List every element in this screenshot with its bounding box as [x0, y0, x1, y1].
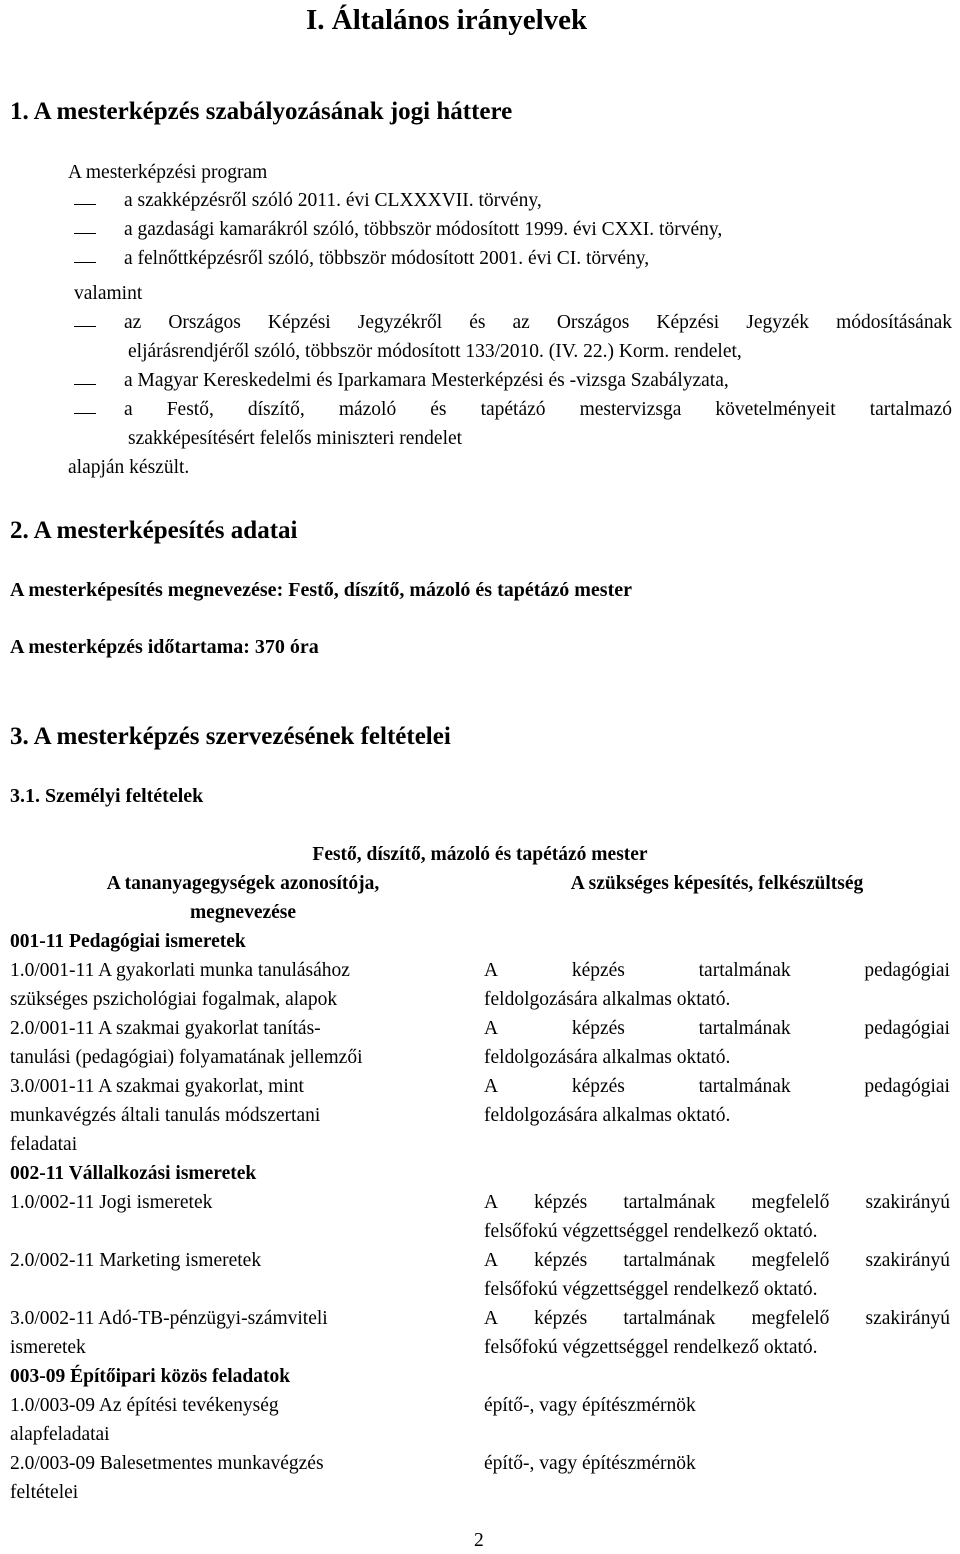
unit-cell: 3.0/002-11 Adó-TB-pénzügyi-számviteli ismeretek — [10, 1308, 328, 1358]
qualification-cell: építő-, vagy építészmérnök — [484, 1453, 696, 1474]
dash-bullet — [74, 262, 96, 263]
page-number: 2 — [474, 1530, 484, 1551]
law-item-1: a szakképzésről szóló 2011. évi CLXXXVII. törvény, — [124, 190, 542, 211]
table-caption-row — [6, 839, 954, 869]
law-item-2: a gazdasági kamarákról szóló, többször módosított 1999. évi CXXI. törvény, — [124, 219, 723, 240]
unit-cell: 1.0/002-11 Jogi ismeretek — [10, 1192, 213, 1213]
regulation-item-1-line1: az Országos Képzési Jegyzékről és az Országos Képzési Jegyzék módosításának — [124, 312, 952, 333]
dash-bullet — [74, 233, 96, 234]
table-group-row — [6, 1159, 954, 1188]
table-row — [6, 1246, 954, 1304]
qualification-cell: A képzés tartalmának pedagógiai feldolgozására alkalmas oktató. — [484, 1076, 950, 1126]
training-duration: A mesterképzés időtartama: 370 óra — [10, 636, 319, 658]
unit-cell: 2.0/002-11 Marketing ismeretek — [10, 1250, 262, 1271]
section-2-title: 2. A mesterképesítés adatai — [10, 517, 298, 544]
dash-bullet — [74, 384, 96, 385]
closing-text: alapján készült. — [68, 457, 190, 478]
qualification-cell: A képzés tartalmának megfelelő szakirányú felsőfokú végzettséggel rendelkező oktató. — [484, 1192, 950, 1242]
qualification-cell: A képzés tartalmának pedagógiai feldolgozására alkalmas oktató. — [484, 1018, 950, 1068]
group-title: 003-09 Építőipari közös feladatok — [10, 1366, 291, 1387]
dash-bullet — [74, 413, 96, 414]
regulation-item-3-line1: a Festő, díszítő, mázoló és tapétázó mestervizsga követelményeit tartalmazó — [124, 399, 952, 420]
unit-cell: 2.0/003-09 Balesetmentes munkavégzés feltételei — [10, 1453, 324, 1503]
table-row — [6, 1014, 954, 1072]
table-group-row — [6, 927, 954, 956]
qualification-name: A mesterképesítés megnevezése: Festő, díszítő, mázoló és tapétázó mester — [10, 579, 633, 601]
qualification-cell: A képzés tartalmának pedagógiai feldolgozására alkalmas oktató. — [484, 960, 950, 1010]
unit-cell: 2.0/001-11 A szakmai gyakorlat tanítás- tanulási (pedagógiai) folyamatának jellemzői — [10, 1018, 363, 1068]
section-3-title: 3. A mesterképzés szervezésének feltételei — [10, 723, 451, 750]
header-qualification: A szükséges képesítés, felkészültség — [570, 873, 864, 894]
table-header-row — [6, 869, 954, 927]
unit-cell: 3.0/001-11 A szakmai gyakorlat, mint munkavégzés általi tanulás módszertani feladatai — [10, 1076, 321, 1155]
table-caption: Festő, díszítő, mázoló és tapétázó mester — [312, 844, 648, 865]
group-title: 001-11 Pedagógiai ismeretek — [10, 931, 246, 952]
regulation-item-1-line2: eljárásrendjéről szóló, többször módosított 133/2010. (IV. 22.) Korm. rendelet, — [128, 341, 742, 362]
section-1-title: 1. A mesterképzés szabályozásának jogi háttere — [10, 98, 513, 125]
requirements-table — [6, 839, 954, 1507]
table-row — [6, 956, 954, 1014]
chapter-title: I. Általános irányelvek — [306, 4, 588, 36]
dash-bullet — [74, 326, 96, 327]
law-item-3: a felnőttképzésről szóló, többször módosított 2001. évi CI. törvény, — [124, 248, 650, 269]
regulation-item-2: a Magyar Kereskedelmi és Iparkamara Mesterképzési és -vizsga Szabályzata, — [124, 370, 729, 391]
qualification-cell: építő-, vagy építészmérnök — [484, 1395, 696, 1416]
table-row — [6, 1304, 954, 1362]
table-row — [6, 1449, 954, 1507]
qualification-cell: A képzés tartalmának megfelelő szakirányú felsőfokú végzettséggel rendelkező oktató. — [484, 1308, 950, 1358]
regulation-item-3-line2: szakképesítésért felelős miniszteri rendelet — [128, 428, 463, 449]
group-title: 002-11 Vállalkozási ismeretek — [10, 1163, 257, 1184]
unit-cell: 1.0/003-09 Az építési tevékenység alapfeladatai — [10, 1395, 279, 1445]
program-intro: A mesterképzési program — [68, 162, 268, 183]
table-row — [6, 1391, 954, 1449]
qualification-cell: A képzés tartalmának megfelelő szakirányú felsőfokú végzettséggel rendelkező oktató. — [484, 1250, 950, 1300]
valamint-text: valamint — [74, 283, 143, 304]
table-row — [6, 1072, 954, 1159]
unit-cell: 1.0/001-11 A gyakorlati munka tanulásához szükséges pszichológiai fogalmak, alapok — [10, 960, 350, 1010]
section-3-1-title: 3.1. Személyi feltételek — [10, 785, 204, 807]
table-row — [6, 1188, 954, 1246]
dash-bullet — [74, 204, 96, 205]
header-unit: A tananyagegységek azonosítója, megnevezése — [106, 873, 380, 923]
table-group-row — [6, 1362, 954, 1391]
